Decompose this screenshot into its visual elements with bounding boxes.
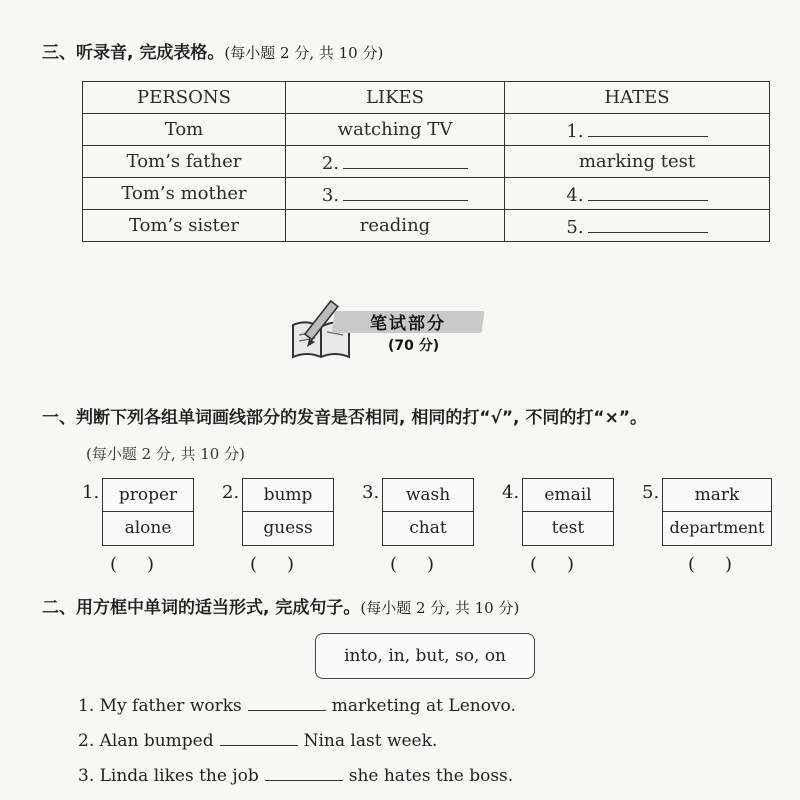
group-number: 5.	[642, 482, 660, 503]
hates-cell	[505, 210, 770, 242]
fill-score-note: (每小题 2 分, 共 10 分)	[360, 599, 520, 617]
table-header-row	[83, 82, 770, 114]
paren-open: (	[530, 554, 540, 575]
answer-blank[interactable]	[265, 764, 343, 781]
banner-title: 笔试部分	[370, 314, 446, 334]
blank-number: 4.	[566, 184, 584, 206]
word-box	[382, 478, 474, 546]
sentence-start: 2. Alan bumped	[78, 731, 214, 751]
answer-blank[interactable]	[248, 694, 326, 711]
sentence-start: 1. My father works	[78, 696, 242, 716]
table-row	[83, 146, 770, 178]
likes-cell	[286, 146, 505, 178]
word-top: proper	[118, 485, 178, 505]
listening-score-note: (每小题 2 分, 共 10 分)	[224, 44, 384, 62]
paren-close: )	[567, 554, 577, 575]
word-top: wash	[405, 485, 451, 505]
paren-close: )	[725, 554, 735, 575]
answer-parentheses[interactable]	[688, 554, 734, 575]
answer-blank[interactable]	[343, 182, 468, 201]
person-cell: Tom’s mother	[83, 178, 286, 210]
sentence-2	[78, 729, 437, 751]
answer-blank[interactable]	[588, 118, 708, 137]
person-cell: Tom	[83, 114, 286, 146]
answer-parentheses[interactable]	[110, 554, 156, 575]
fill-heading-text: 二、用方框中单词的适当形式, 完成句子。	[42, 598, 361, 618]
answer-blank[interactable]	[588, 214, 708, 233]
answer-blank[interactable]	[588, 182, 708, 201]
word-bottom: chat	[383, 511, 473, 544]
pronunciation-heading: 一、判断下列各组单词画线部分的发音是否相同, 相同的打“√”, 不同的打“×”。	[42, 408, 648, 428]
paren-close: )	[287, 554, 297, 575]
paren-close: )	[427, 554, 437, 575]
hates-cell	[505, 178, 770, 210]
group-number: 4.	[502, 482, 520, 503]
blank-number: 5.	[566, 216, 584, 238]
blank-number: 1.	[566, 120, 584, 142]
hates-cell: marking test	[505, 146, 770, 178]
word-box	[242, 478, 334, 546]
listening-heading-text: 三、听录音, 完成表格。	[42, 43, 225, 63]
likes-cell: watching TV	[286, 114, 505, 146]
paren-close: )	[147, 554, 157, 575]
listening-heading	[42, 38, 383, 63]
table-row	[83, 178, 770, 210]
sentence-1	[78, 694, 516, 716]
word-top: email	[544, 485, 592, 505]
paren-open: (	[390, 554, 400, 575]
sentence-end: Nina last week.	[303, 731, 438, 751]
sentence-3	[78, 764, 513, 786]
likes-cell	[286, 178, 505, 210]
answer-parentheses[interactable]	[530, 554, 576, 575]
word-top: bump	[263, 485, 313, 505]
listening-table	[82, 81, 770, 242]
answer-blank[interactable]	[343, 150, 468, 169]
table-row	[83, 114, 770, 146]
pronunciation-score-note: (每小题 2 分, 共 10 分)	[86, 445, 245, 463]
word-box	[522, 478, 614, 546]
sentence-start: 3. Linda likes the job	[78, 766, 259, 786]
sentence-end: marketing at Lenovo.	[331, 696, 516, 716]
person-cell: Tom’s sister	[83, 210, 286, 242]
word-box	[102, 478, 194, 546]
group-number: 2.	[222, 482, 240, 503]
word-top: mark	[694, 485, 740, 505]
blank-number: 2.	[321, 152, 340, 174]
paren-open: (	[250, 554, 260, 575]
paren-open: (	[688, 554, 698, 575]
answer-blank[interactable]	[220, 729, 298, 746]
answer-parentheses[interactable]	[390, 554, 436, 575]
person-cell: Tom’s father	[83, 146, 286, 178]
header-persons: PERSONS	[83, 82, 286, 114]
word-bottom: department	[663, 511, 771, 544]
paren-open: (	[110, 554, 120, 575]
word-box	[662, 478, 772, 546]
likes-cell: reading	[286, 210, 505, 242]
blank-number: 3.	[321, 184, 340, 206]
header-hates: HATES	[505, 82, 770, 114]
hates-cell	[505, 114, 770, 146]
word-bottom: alone	[103, 511, 193, 544]
fill-heading	[42, 593, 519, 618]
answer-parentheses[interactable]	[250, 554, 296, 575]
word-bottom: test	[523, 511, 613, 544]
banner-subtitle: (70 分)	[388, 338, 440, 354]
header-likes: LIKES	[286, 82, 505, 114]
table-row	[83, 210, 770, 242]
group-number: 1.	[82, 482, 100, 503]
sentence-end: she hates the boss.	[348, 766, 514, 786]
word-bottom: guess	[243, 511, 333, 544]
word-bank: into, in, but, so, on	[315, 633, 535, 679]
group-number: 3.	[362, 482, 380, 503]
written-part-banner	[285, 295, 515, 365]
